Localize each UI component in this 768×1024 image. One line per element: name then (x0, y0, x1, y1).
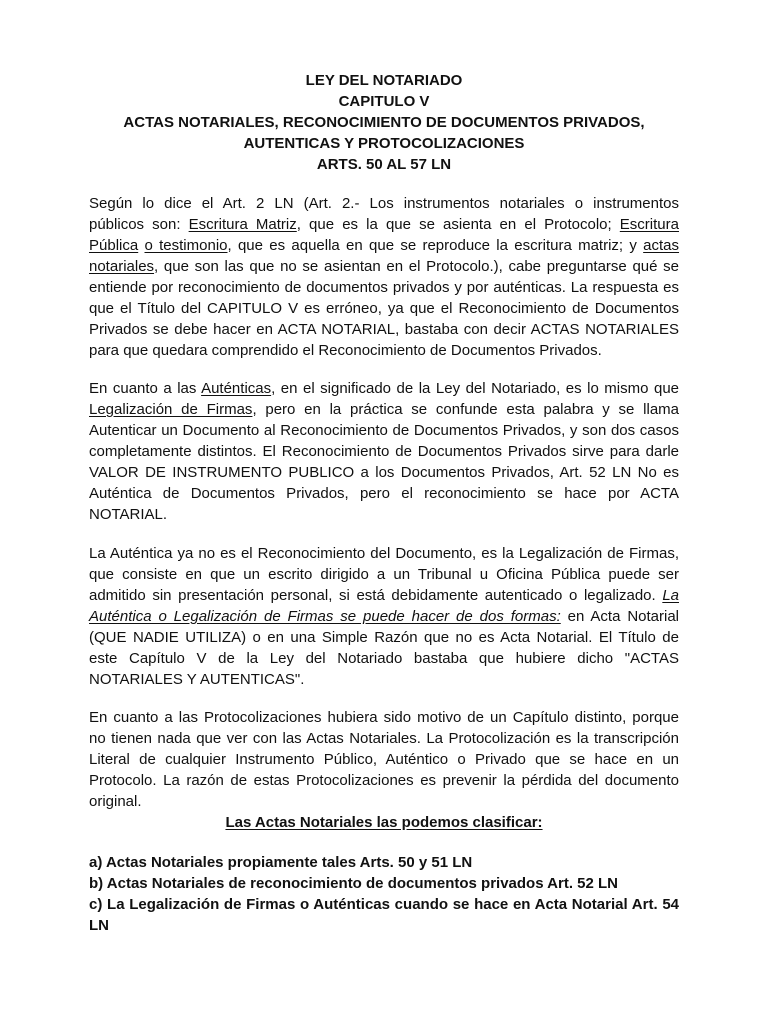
text-run: (QUE NADIE UTILIZA) o en una Simple Razón que no es Acta Notarial. El Título de (89, 629, 679, 646)
list-item-continuation: LN (89, 917, 109, 934)
paragraph-2-line (89, 420, 679, 441)
paragraph-1-line (89, 319, 679, 340)
paragraph-1-line (89, 298, 679, 319)
paragraph-2-line (89, 378, 679, 399)
text-run: , que es la que se asienta en el Protocolo; (296, 216, 620, 233)
paragraph-3-line (89, 543, 679, 564)
text-run: original. (89, 793, 142, 810)
paragraph-2-line (89, 504, 679, 525)
paragraph-1-line (89, 277, 679, 298)
paragraph-3-line (89, 564, 679, 585)
paragraph-1-line (89, 256, 679, 277)
paragraph-2-line (89, 441, 679, 462)
text-run: para que quedara comprendido el Reconocimiento de Documentos Privados. (89, 342, 602, 359)
underlined-term: Escritura Matriz (188, 216, 297, 233)
text-run: En cuanto a las (89, 380, 202, 397)
heading-subject-line-2: AUTENTICAS Y PROTOCOLIZACIONES (243, 135, 525, 152)
paragraph-4-line (89, 707, 679, 728)
list-item: b) Actas Notariales de reconocimiento de documentos privados Art. 52 LN (89, 875, 619, 892)
paragraph-4-line (89, 728, 679, 749)
text-run: entiende por reconocimiento de documentos privados y por auténticas. La respuesta es (89, 279, 679, 296)
paragraph-2-line (89, 399, 679, 420)
document-heading (0, 70, 768, 175)
paragraph-1-line (89, 340, 679, 361)
text-run: en Acta Notarial (560, 608, 680, 625)
text-run: , que son las que no se asientan en el Protocolo.), cabe preguntarse qué se (154, 258, 679, 275)
underlined-italic-phrase: Auténtica o Legalización de Firmas se puede hacer de dos formas: (89, 608, 561, 625)
paragraph-2 (89, 378, 679, 525)
text-run: Literal de cualquier Instrumento Público, Auténtico o Privado que se hace en un (89, 751, 679, 768)
paragraph-4-line (89, 749, 679, 770)
text-run: NOTARIAL. (89, 506, 168, 523)
heading-law-title: LEY DEL NOTARIADO (305, 72, 463, 89)
underlined-term: Pública (89, 237, 139, 254)
text-run: este Capítulo V de la Ley del Notariado bastaba que hubiere dicho "ACTAS (89, 650, 679, 667)
classification-list (89, 852, 679, 936)
paragraph-3-line (89, 585, 679, 606)
underlined-italic-phrase: La (662, 587, 679, 604)
underlined-term: o testimonio (144, 237, 228, 254)
text-run: Privados se debe hacer en ACTA NOTARIAL, bastaba con decir ACTAS NOTARIALES (89, 321, 679, 338)
paragraph-3-line (89, 606, 679, 627)
classification-subtitle (0, 812, 768, 833)
text-run: VALOR DE INSTRUMENTO PUBLICO a los Documentos Privados, Art. 52 LN No es (89, 464, 679, 481)
text-run: no tienen nada que ver con las Actas Notariales. La Protocolización es la transcripción (89, 730, 679, 747)
text-run: completamente distintos. El Reconocimiento de Documentos Privados sirve para darle (89, 443, 679, 460)
paragraph-3-line (89, 627, 679, 648)
paragraph-2-line (89, 483, 679, 504)
paragraph-3 (89, 543, 679, 690)
underlined-term: Escritura (619, 216, 679, 233)
paragraph-1-line (89, 235, 679, 256)
paragraph-1 (89, 193, 679, 361)
text-run: públicos son: (89, 216, 189, 233)
paragraph-1-line (89, 214, 679, 235)
heading-chapter: CAPITULO V (338, 93, 430, 110)
paragraph-4 (89, 707, 679, 812)
list-item: a) Actas Notariales propiamente tales Arts. 50 y 51 LN (89, 854, 473, 871)
paragraph-1-line (89, 193, 679, 214)
text-run: que consiste en que un escrito dirigido a un Tribunal u Oficina Pública puede ser (89, 566, 679, 583)
heading-articles: ARTS. 50 AL 57 LN (316, 156, 452, 173)
underlined-term: notariales (89, 258, 155, 275)
text-run: , en el significado de la Ley del Notariado, es lo mismo que (271, 380, 679, 397)
text-run: Auténtica de Documentos Privados, pero el reconocimiento se hace por ACTA (89, 485, 679, 502)
subtitle-text: Las Actas Notariales las podemos clasificar: (225, 814, 543, 831)
text-run: que el Título del CAPITULO V es erróneo, ya que el Reconocimiento de Documentos (89, 300, 679, 317)
text-run: La Auténtica ya no es el Reconocimiento del Documento, es la Legalización de Firmas, (89, 545, 679, 562)
paragraph-3-line (89, 648, 679, 669)
text-run: , que es aquella en que se reproduce la escritura matriz; y (227, 237, 644, 254)
underlined-term: actas (643, 237, 680, 254)
underlined-term: Legalización de Firmas (89, 401, 253, 418)
text-run: Según lo dice el Art. 2 LN (Art. 2.- Los instrumentos notariales o instrumentos (89, 195, 679, 212)
text-run: Protocolo. La razón de estas Protocolizaciones es prevenir la pérdida del documento (89, 772, 679, 789)
text-run: admitido sin presentación personal, si está debidamente autenticado o legalizado. (89, 587, 663, 604)
text-run: En cuanto a las Protocolizaciones hubiera sido motivo de un Capítulo distinto, porque (89, 709, 679, 726)
paragraph-4-line (89, 770, 679, 791)
text-run: , pero en la práctica se confunde esta palabra y se llama (252, 401, 679, 418)
underlined-term: Auténticas (201, 380, 272, 397)
list-item: c) La Legalización de Firmas o Auténticas cuando se hace en Acta Notarial Art. 54 (89, 896, 679, 913)
text-run: Autenticar un Documento al Reconocimiento de Documentos Privados, y son dos casos (89, 422, 679, 439)
text-run: NOTARIALES Y AUTENTICAS". (89, 671, 305, 688)
paragraph-2-line (89, 462, 679, 483)
paragraph-4-line (89, 791, 679, 812)
paragraph-3-line (89, 669, 679, 690)
heading-subject-line-1: ACTAS NOTARIALES, RECONOCIMIENTO DE DOCUMENTOS PRIVADOS, (123, 114, 645, 131)
